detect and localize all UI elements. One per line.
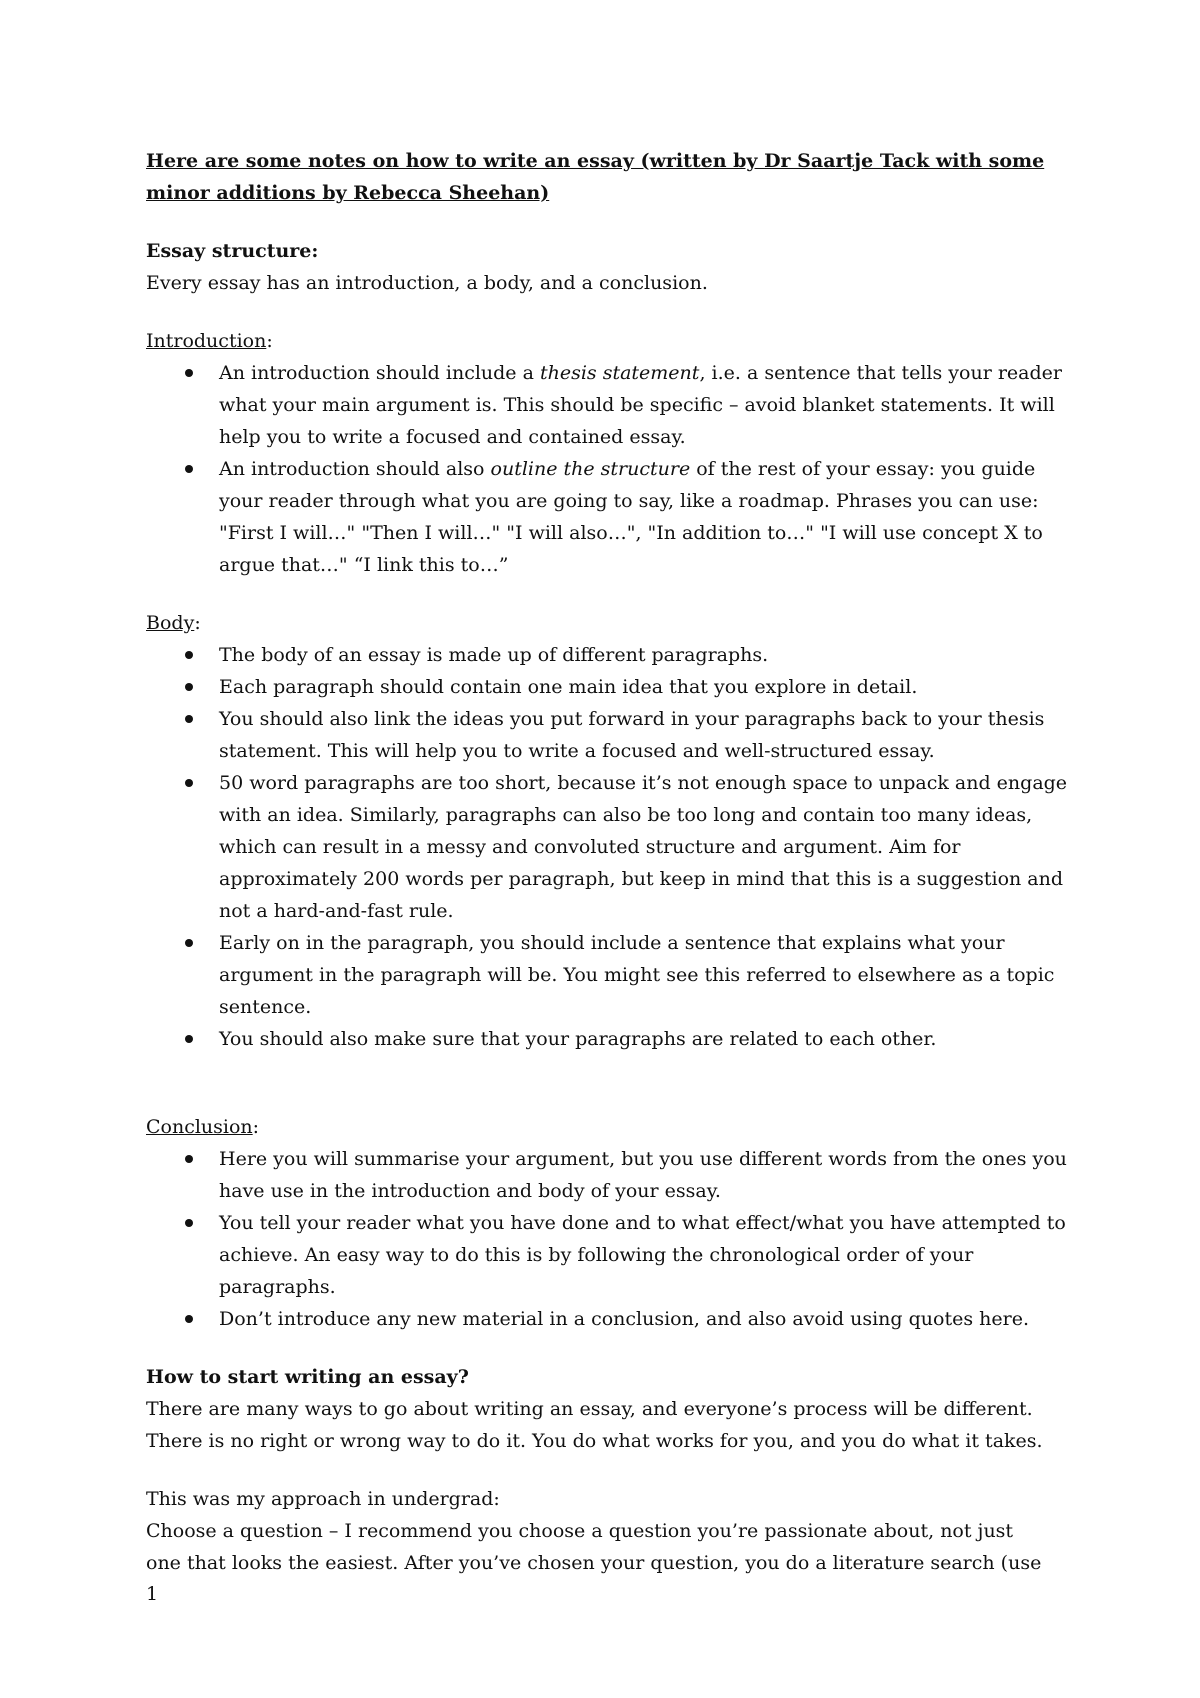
document-title (146, 145, 1076, 209)
page-number: 1 (146, 1583, 159, 1605)
body-colon: : (194, 612, 201, 634)
approach-text (146, 1515, 1076, 1579)
intro-bullet-1-text: An introduction should include a (219, 362, 540, 384)
title-line-1: Here are some notes on how to write an essay (written by Dr Saartje Tack with some (146, 150, 1045, 172)
document-content (146, 145, 1076, 1579)
intro-bullet-1-text-end: , i.e. a sentence that tells your reader what your main argument is. This should be specific – avoid blanket statements. It will help you to write a focused and contained essay. (219, 362, 1062, 448)
introduction-colon: : (266, 330, 273, 352)
list-item: You should also link the ideas you put forward in your paragraphs back to your thesis statement. This will help you to write a focused and well-structured essay. (146, 703, 1076, 767)
approach-line-2: one that looks the easiest. After you’ve chosen your question, you do a literature search (use (146, 1552, 1042, 1574)
list-item: Here you will summarise your argument, but you use different words from the ones you have use in the introduction and body of your essay. (146, 1143, 1076, 1207)
list-item: The body of an essay is made up of different paragraphs. (146, 639, 1076, 671)
conclusion-list (146, 1143, 1076, 1335)
list-item (146, 453, 1076, 581)
conclusion-colon: : (252, 1116, 260, 1138)
conclusion-label: Conclusion (146, 1116, 253, 1138)
approach-intro: This was my approach in undergrad: (146, 1488, 500, 1510)
how-to-start-text (146, 1393, 1076, 1457)
conclusion-subheading (146, 1111, 1076, 1143)
body-subheading (146, 607, 1076, 639)
approach-line-1: Choose a question – I recommend you choose a question you’re passionate about, not just (146, 1520, 1014, 1542)
outline-structure-emphasis: outline the structure (490, 458, 691, 480)
essay-structure-heading: Essay structure: (146, 240, 319, 262)
list-item: Don’t introduce any new material in a conclusion, and also avoid using quotes here. (146, 1303, 1076, 1335)
start-line-2: There is no right or wrong way to do it. You do what works for you, and you do what it takes. (146, 1430, 1043, 1452)
list-item: Each paragraph should contain one main idea that you explore in detail. (146, 671, 1076, 703)
list-item: 50 word paragraphs are too short, because it’s not enough space to unpack and engage with an idea. Similarly, paragraphs can also be too long and contain too many ideas, which can result in a messy and convoluted structure and argument. Aim for approximately 200 words per paragraph, but keep in mind that this is a suggestion and not a hard-and-fast rule. (146, 767, 1076, 927)
body-label: Body (146, 612, 195, 634)
essay-structure-text: Every essay has an introduction, a body, and a conclusion. (146, 272, 708, 294)
list-item: You should also make sure that your paragraphs are related to each other. (146, 1023, 1076, 1055)
start-line-1: There are many ways to go about writing an essay, and everyone’s process will be different. (146, 1398, 1033, 1420)
intro-bullet-2-text-end: of the rest of your essay: you guide your reader through what you are going to say, like a roadmap. Phrases you can use: "First I will…" "Then I will…" "I will also…", "In addition to…" "I will use concept X to argue that…" “I link this to…” (219, 458, 1043, 576)
how-to-start-heading: How to start writing an essay? (146, 1366, 469, 1388)
introduction-subheading (146, 325, 1076, 357)
list-item: You tell your reader what you have done and to what effect/what you have attempted to achieve. An easy way to do this is by following the chronological order of your paragraphs. (146, 1207, 1076, 1303)
introduction-list (146, 357, 1076, 581)
introduction-label: Introduction (146, 330, 267, 352)
title-line-2: minor additions by Rebecca Sheehan) (146, 182, 550, 204)
body-list (146, 639, 1076, 1055)
intro-bullet-2-text: An introduction should also (219, 458, 491, 480)
list-item (146, 357, 1076, 453)
list-item: Early on in the paragraph, you should include a sentence that explains what your argument in the paragraph will be. You might see this referred to elsewhere as a topic sentence. (146, 927, 1076, 1023)
thesis-statement-emphasis: thesis statement (539, 362, 700, 384)
